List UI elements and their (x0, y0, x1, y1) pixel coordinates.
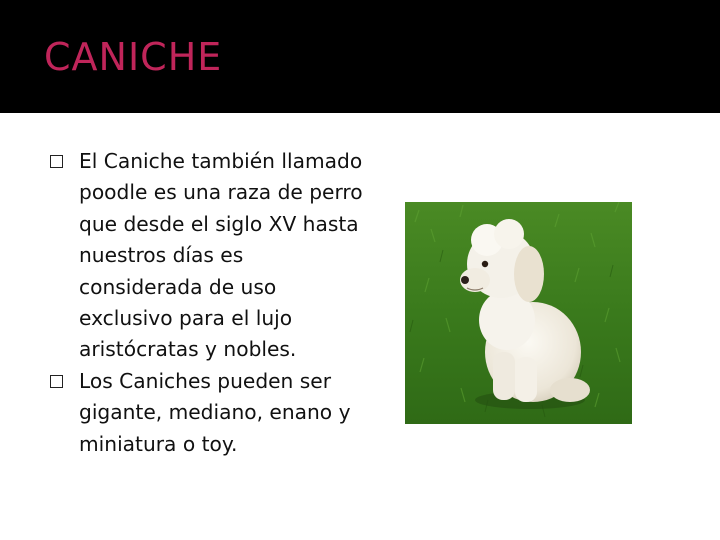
square-bullet-icon (50, 375, 63, 388)
bullet-text: El Caniche también llamado poodle es una raza de perro que desde el siglo XV hasta nuestros días es considerada de uso exclusivo para el lujo aristócratas y nobles. (79, 149, 363, 362)
bullet-text: Los Caniches pueden ser gigante, mediano, enano y miniatura o toy. (79, 368, 351, 456)
bullet-item (50, 366, 370, 460)
square-bullet-icon (50, 155, 63, 168)
slide-title: CANICHE (44, 35, 223, 79)
poodle-photo (405, 202, 632, 424)
bullet-item (50, 146, 370, 366)
title-band (0, 0, 720, 113)
bullet-list (50, 146, 370, 460)
